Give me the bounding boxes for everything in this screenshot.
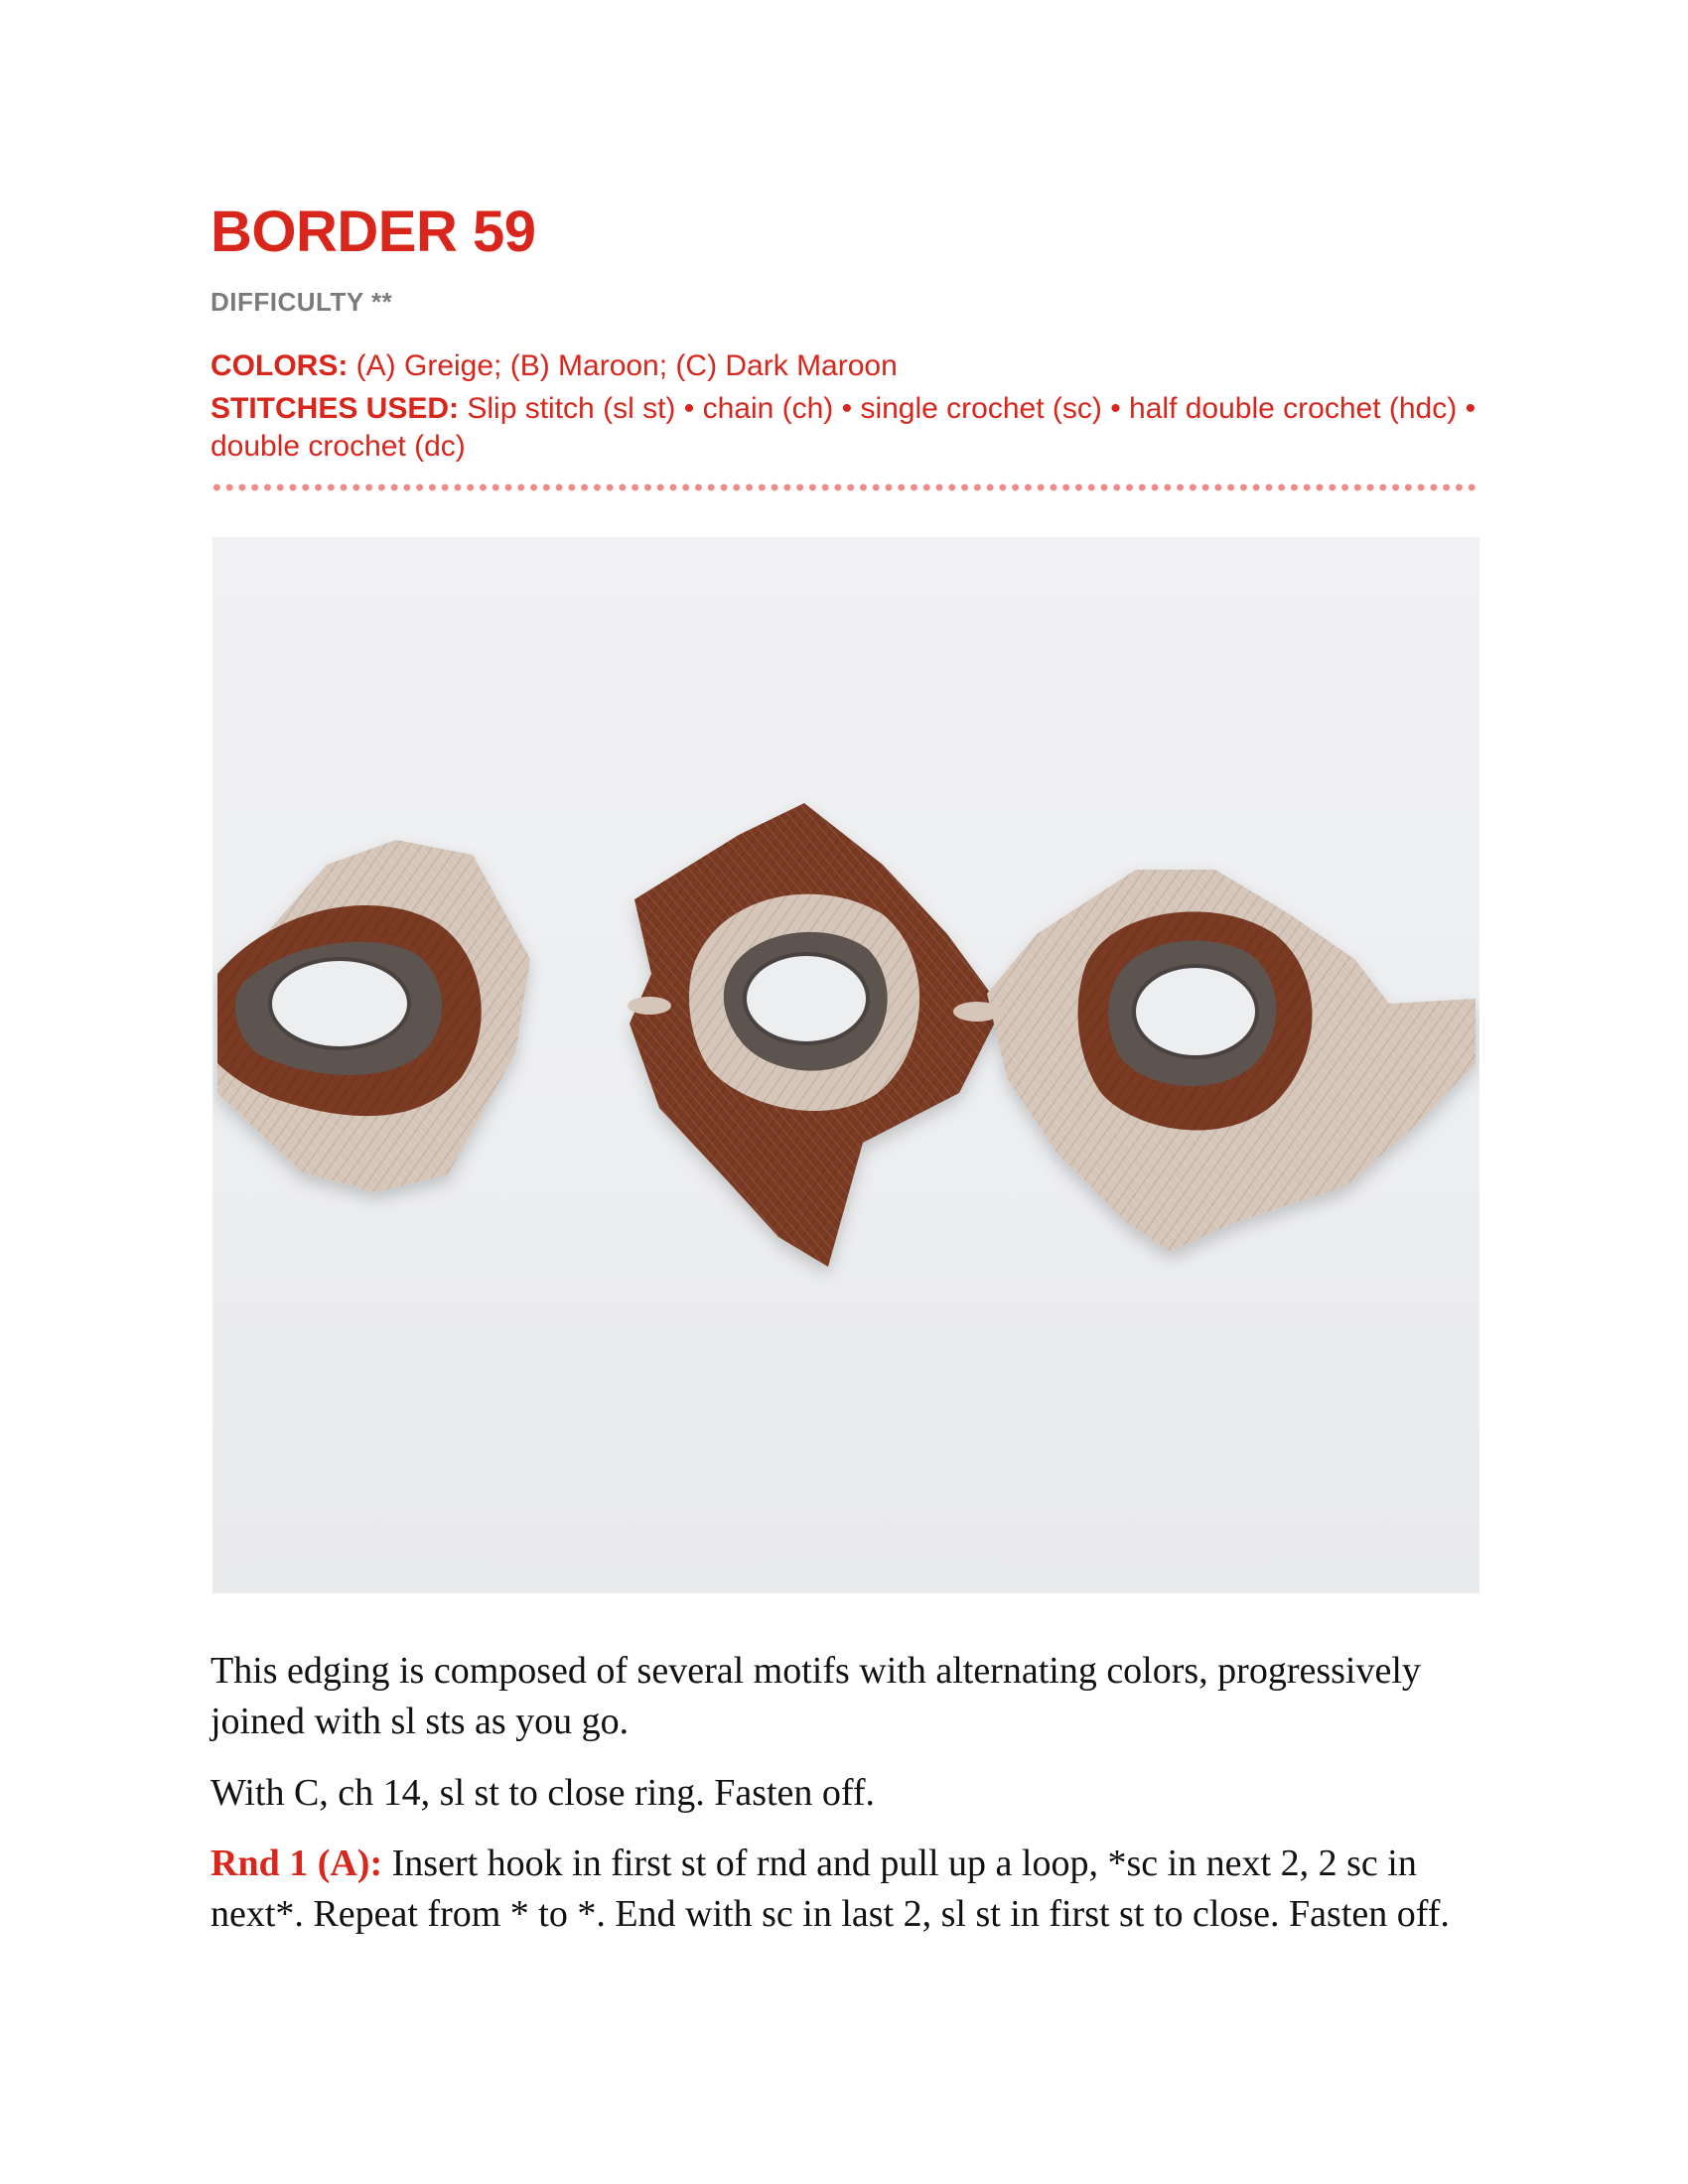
colors-line [211, 347, 1481, 385]
intro-paragraph: This edging is composed of several motifs with alternating colors, progressively joined with sl sts as you go. [211, 1650, 1421, 1742]
colors-value: (A) Greige; (B) Maroon; (C) Dark Maroon [348, 349, 898, 382]
stitches-label: STITCHES USED: [211, 392, 460, 425]
crochet-motifs-illustration [212, 537, 1479, 1593]
stitches-line [211, 390, 1481, 466]
colors-label: COLORS: [211, 349, 349, 382]
round-1-label: Rnd 1 (A): [211, 1843, 383, 1884]
round-1-instruction [211, 1839, 1501, 1940]
right-motif [987, 870, 1476, 1252]
starting-instruction: With C, ch 14, sl st to close ring. Fasten off. [211, 1772, 876, 1814]
stitches-value: Slip stitch (sl st) • chain (ch) • single crochet (sc) • half double crochet (hdc) • double crochet (dc) [211, 392, 1477, 463]
round-1-text: Insert hook in first st of rnd and pull up a loop, *sc in next 2, 2 sc in next*. Repeat from * to *. End with sc in last 2, sl st in first st to close. Fasten off. [211, 1843, 1450, 1935]
dotted-divider [211, 483, 1479, 491]
crochet-border-photo [212, 537, 1479, 1593]
difficulty-rating: DIFFICULTY ** [211, 287, 393, 317]
left-motif [217, 840, 530, 1192]
middle-motif [630, 803, 1002, 1267]
page-title: BORDER 59 [211, 200, 536, 264]
